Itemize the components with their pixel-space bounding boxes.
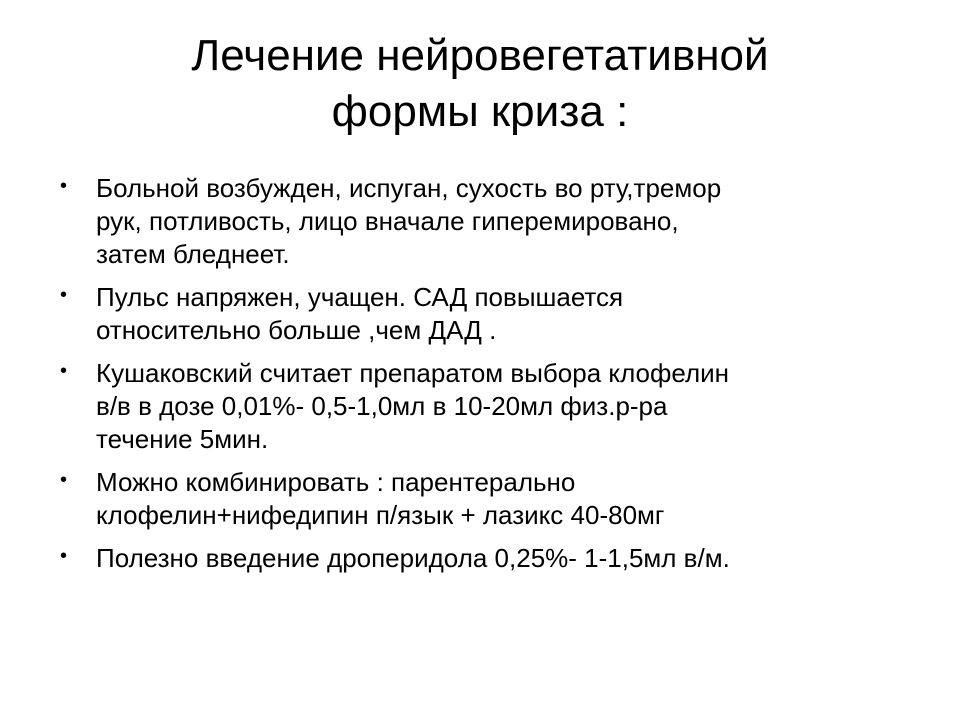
- bullet-text: Полезно введение дроперидола 0,25%- 1-1,5мл в/м.: [96, 543, 730, 573]
- bullet-icon: •: [60, 175, 68, 197]
- bullet-text: Пульс напряжен, учащен. САД повышается относительно больше ,чем ДАД .: [96, 282, 624, 345]
- list-item: [58, 172, 908, 271]
- bullet-icon: •: [60, 360, 68, 382]
- list-item: [58, 281, 908, 347]
- list-item: [58, 542, 908, 575]
- list-item: [58, 357, 908, 456]
- bullet-icon: •: [60, 284, 68, 306]
- bullet-list: [58, 172, 908, 585]
- slide-title: Лечение нейровегетативной формы криза :: [191, 31, 769, 136]
- bullet-text: Кушаковский считает препаратом выбора клофелин в/в в дозе 0,01%- 0,5-1,0мл в 10-20мл физ.р-ра течение 5мин.: [96, 358, 730, 454]
- bullet-text: Можно комбинировать : парентерально клофелин+нифедипин п/язык + лазикс 40-80мг: [96, 467, 665, 530]
- bullet-text: Больной возбужден, испуган, сухость во рту,тремор рук, потливость, лицо вначале гиперемировано, затем бледнеет.: [96, 173, 722, 269]
- list-item: [58, 466, 908, 532]
- bullet-icon: •: [60, 545, 68, 567]
- bullet-icon: •: [60, 469, 68, 491]
